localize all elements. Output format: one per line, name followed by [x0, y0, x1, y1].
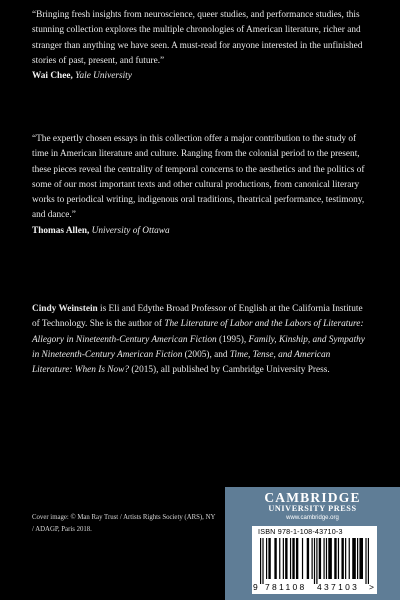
barcode-left-digits: 781108: [265, 582, 307, 592]
bio-text-1: is Eli and Edythe Broad Professor of English at the California Institute of Technology. She is the author of: [32, 304, 363, 330]
quote-1-attribution: [32, 71, 132, 81]
bio-text-3: (2005), and: [182, 349, 230, 360]
bio-text-2: (1995),: [216, 334, 249, 345]
quote-2-institution: University of Ottawa: [91, 225, 170, 236]
quote-2-author: Thomas Allen,: [32, 225, 90, 236]
quote-1-author: Wai Chee,: [32, 71, 73, 82]
isbn-label: ISBN 978-1-108-43710-3: [258, 527, 343, 536]
quote-1-text: “Bringing fresh insights from neuroscience, queer studies, and performance studies, this stunning collection explores the multiple chronologies of American literature, richer and stranger than anything we have seen. A must-read for anyone interested in the unfinished stories of past, present, and future.”: [32, 10, 363, 66]
publisher-url: www.cambridge.org: [286, 515, 339, 521]
endorsement-quote-1: [32, 8, 372, 84]
barcode-end-mark: >: [369, 582, 374, 592]
publisher-name: CAMBRIDGE: [264, 490, 361, 505]
barcode-first-digit: 9: [253, 582, 258, 592]
quote-1-institution: Yale University: [75, 71, 132, 82]
bio-text-4: (2015), all published by Cambridge University Press.: [129, 365, 330, 376]
publisher-panel: [225, 487, 400, 600]
cover-image-credit: Cover image: © Man Ray Trust / Artists Rights Society (ARS), NY / ADAGP, Paris 2018.: [32, 514, 216, 533]
barcode-panel: [252, 526, 377, 594]
book-title-3: Time, Tense, and American Literature: When Is Now?: [32, 349, 331, 376]
book-title-2: Family, Kinship, and Sympathy in Nineteenth-Century American Fiction: [32, 334, 365, 360]
barcode-right-digits: 437103: [317, 582, 360, 592]
barcode-icon: [258, 538, 371, 584]
book-title-1: The Literature of Labor and the Labors of Literature: Allegory in Nineteenth-Century American Fiction: [32, 319, 364, 345]
quote-2-attribution: [32, 226, 170, 236]
barcode-digits: [252, 582, 377, 593]
endorsement-quote-2: [32, 132, 372, 239]
author-bio: [32, 302, 372, 378]
author-name: Cindy Weinstein: [32, 304, 98, 314]
publisher-subname: UNIVERSITY PRESS: [268, 504, 357, 513]
quote-2-text: “The expertly chosen essays in this collection offer a major contribution to the study of time in American literature and culture. Ranging from the colonial period to the present, these pieces reveal the centrality of temporal concerns to the aesthetics and the politics of some of our most important texts and other cultural productions, from canonical literary works to periodical writing, indigenous oral traditions, theatrical performance, testimony, and dance.”: [32, 134, 365, 221]
